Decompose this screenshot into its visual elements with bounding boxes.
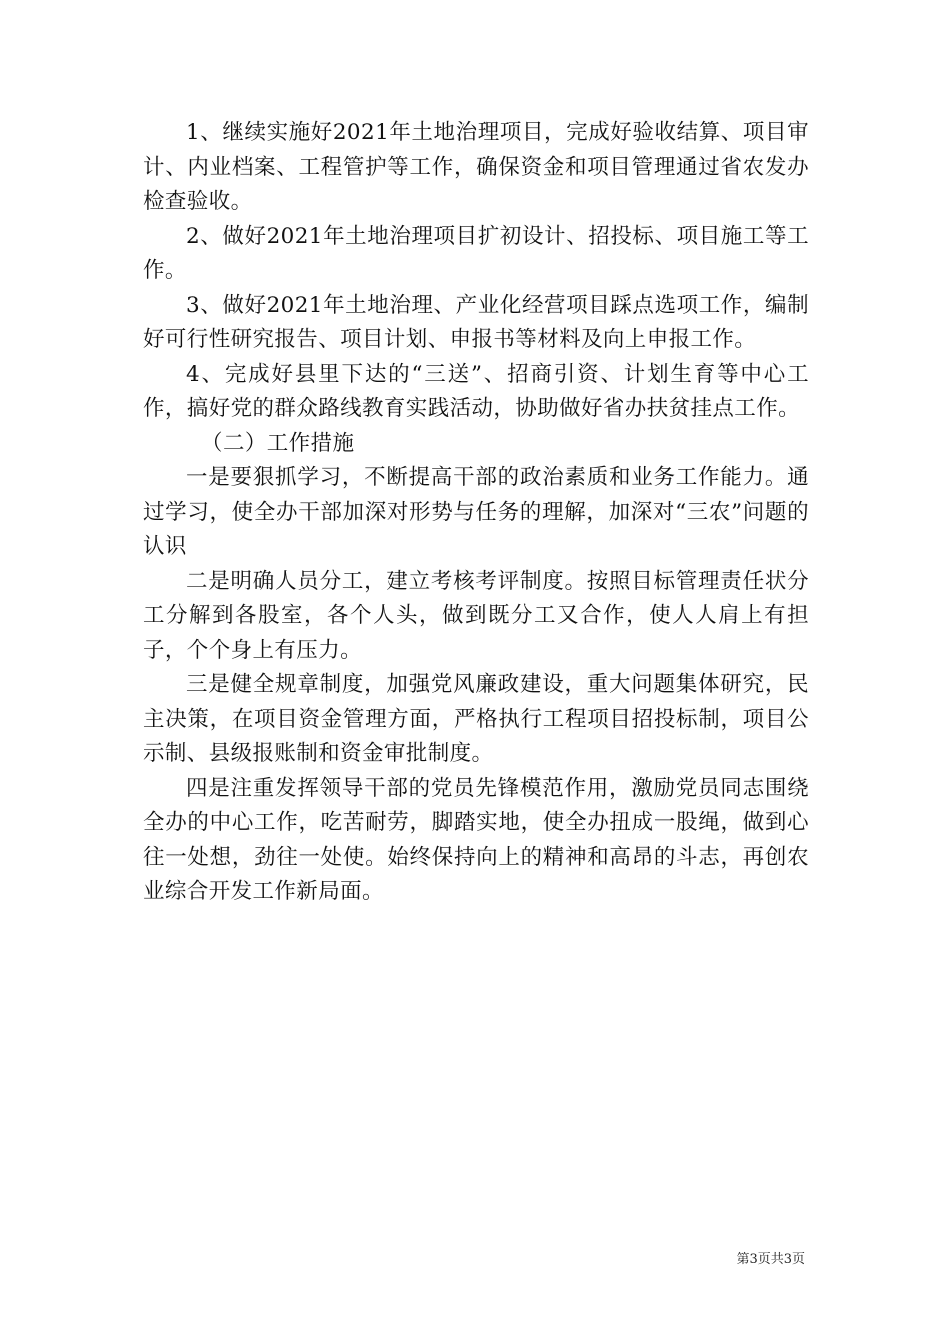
section-heading-measures: （二）工作措施 [201,430,355,456]
paragraph-task-1: 1、继续实施好2021年土地治理项目，完成好验收结算、项目审计、内业档案、工程管护等工作，确保资金和项目管理通过省农发办检查验收。 [143,120,809,214]
paragraph-task-2: 2、做好2021年土地治理项目扩初设计、招投标、项目施工等工作。 [143,223,809,283]
paragraph-task-3: 3、做好2021年土地治理、产业化经营项目踩点选项工作，编制好可行性研究报告、项目计划、申报书等材料及向上申报工作。 [143,292,809,352]
paragraph-measure-4: 四是注重发挥领导干部的党员先锋模范作用，激励党员同志围绕全办的中心工作，吃苦耐劳，脚踏实地，使全办扭成一股绳，做到心往一处想，劲往一处使。始终保持向上的精神和高昂的斗志，再创农业综合开发工作新局面。 [143,775,809,904]
document-body [143,116,809,910]
page-number-footer: 第3页共3页 [736,1252,805,1267]
paragraph-task-4: 4、完成好县里下达的“三送”、招商引资、计划生育等中心工作，搞好党的群众路线教育实践活动，协助做好省办扶贫挂点工作。 [143,361,809,421]
paragraph-measure-3: 三是健全规章制度，加强党风廉政建设，重大问题集体研究，民主决策，在项目资金管理方面，严格执行工程项目招投标制，项目公示制、县级报账制和资金审批制度。 [143,672,809,766]
paragraph-measure-1: 一是要狠抓学习，不断提高干部的政治素质和业务工作能力。通过学习，使全办干部加深对形势与任务的理解，加深对“三农”问题的认识 [143,465,809,559]
paragraph-measure-2: 二是明确人员分工，建立考核考评制度。按照目标管理责任状分工分解到各股室，各个人头，做到既分工又合作，使人人肩上有担子，个个身上有压力。 [143,568,809,663]
